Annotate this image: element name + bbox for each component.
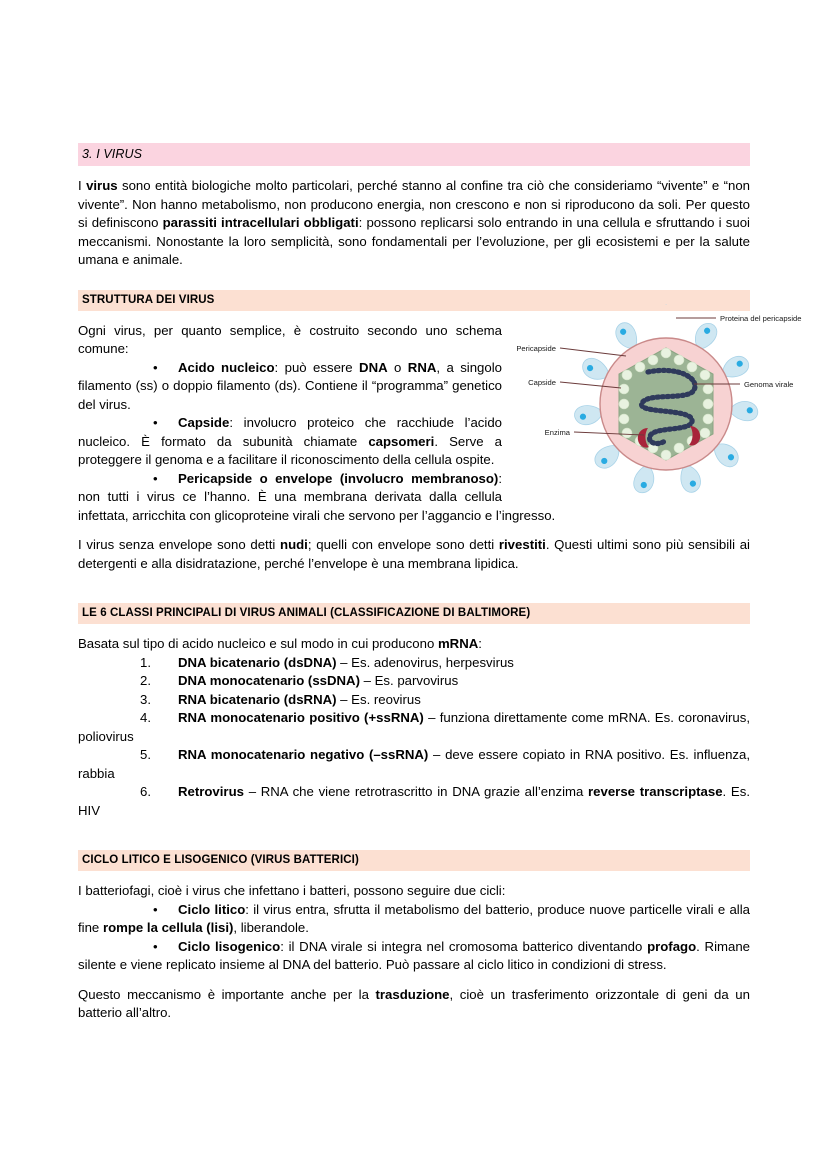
bullet-marker: • [153, 470, 158, 486]
list-number: 4. [140, 710, 151, 725]
trasduzione-pre: Questo meccanismo è importante anche per la [78, 986, 376, 1002]
class-text: – deve essere copiato in RNA positivo. Es. influenza, rabbia [78, 747, 751, 781]
item-bold-capsomeri: capsomeri [368, 433, 435, 449]
item-text: : il DNA virale si integra nel cromosoma batterico diventando [280, 938, 648, 954]
spacer [78, 573, 750, 603]
class-bold: Retrovirus [178, 784, 244, 799]
closing-post: . Questi ultimi sono più sensibili ai detergenti e alla disidratazione, perché l’envelope è una membrana lipidica. [78, 537, 750, 571]
bullet-marker: • [153, 938, 158, 954]
item-text-rest: . Rimane silente e viene replicato insieme al DNA del batterio. Può passare al ciclo litico in condizioni di stress. [78, 938, 750, 972]
section-header-struttura: STRUTTURA DEI VIRUS [78, 290, 750, 311]
item-bold-ciclo-lisogenico: Ciclo lisogenico [178, 938, 281, 954]
item-bold-ciclo-litico: Ciclo litico [178, 901, 246, 917]
baltimore-intro-bold-mrna: mRNA [437, 636, 479, 651]
class-text: – Es. adenovirus, herpesvirus [336, 654, 514, 670]
trasduzione-bold: trasduzione [375, 986, 450, 1002]
paragraph-batteriofagi-intro: I batteriofagi, cioè i virus che infettano i batteri, possono seguire due cicli: [78, 883, 506, 898]
item-bold-rompe-cellula: rompe la cellula (lisi) [102, 920, 234, 935]
baltimore-intro-post: : [478, 636, 482, 651]
label-proteina-pericapside: Proteina del pericapside [720, 313, 802, 323]
virus-structure-diagram [508, 304, 824, 504]
list-number: 2. [140, 673, 151, 688]
spacer [78, 166, 750, 177]
list-item-class-2 [78, 672, 750, 691]
class-bold: RNA monocatenario positivo (+ssRNA) [178, 710, 424, 725]
document-content [78, 143, 802, 1023]
intro-text-pre: I [78, 178, 87, 193]
item-text-rest: , a singolo filamento (ss) o doppio filamento (ds). Contiene il “programma” genetico del virus. [78, 359, 502, 412]
class-text: – funziona direttamente come mRNA. Es. coronavirus, poliovirus [78, 710, 750, 744]
spacer [78, 975, 750, 986]
item-bold-profago: profago [647, 938, 697, 954]
item-text: : il virus entra, sfrutta il metabolismo del batterio, produce nuove particelle virali e alla fine [78, 901, 751, 935]
class-text: – Es. reovirus [336, 691, 421, 707]
spacer [78, 270, 750, 290]
intro-bold-parassiti: parassiti intracellulari obbligati [162, 215, 359, 230]
closing-bold-nudi: nudi [280, 537, 308, 552]
list-number: 5. [140, 747, 151, 762]
class-bold: DNA bicatenario (dsDNA) [178, 654, 337, 670]
paragraph-nudi-rivestiti [78, 536, 750, 573]
list-item-class-4 [78, 709, 750, 746]
closing-pre: I virus senza envelope sono detti [78, 537, 281, 552]
virus-diagram-container [508, 304, 824, 504]
list-item-ciclo-litico [78, 901, 750, 938]
list-item-class-3 [78, 691, 750, 710]
spacer [78, 871, 750, 882]
item-bold-dna: DNA [359, 359, 388, 375]
closing-mid: ; quelli con envelope sono detti [307, 537, 499, 552]
section-header-virus: 3. I VIRUS [78, 143, 750, 166]
list-item-class-6 [78, 783, 750, 820]
item-text-rest: , liberandole. [233, 920, 309, 935]
class-text-pre: – RNA che viene retrotrascritto in DNA grazie all’enzima [243, 784, 589, 799]
spacer [78, 820, 750, 850]
paragraph-intro [78, 177, 750, 270]
paragraph-struttura-intro: Ogni virus, per quanto semplice, è costruito secondo uno schema comune: [78, 322, 502, 356]
paragraph-trasduzione [78, 986, 750, 1023]
trasduzione-post: , cioè un trasferimento orizzontale di geni da un batterio all’altro. [78, 986, 750, 1020]
bullet-marker: • [153, 415, 158, 430]
section-header-ciclo: CICLO LITICO E LISOGENICO (VIRUS BATTERICI) [78, 850, 750, 871]
item-text-rest: : non tutti i virus ce l’hanno. È una membrana derivata dalla cellula infettata, arricchita con glicoproteine virali che servono per l’aggancio e l’ingresso. [78, 470, 556, 523]
label-genoma-virale: Genoma virale [744, 379, 794, 389]
list-number: 3. [140, 691, 151, 707]
list-item-class-5 [78, 746, 750, 783]
item-text: : può essere [274, 359, 360, 375]
list-item-ciclo-lisogenico [78, 938, 750, 975]
item-bold-rna: RNA [407, 359, 437, 375]
item-bold-acido-nucleico: Acido nucleico [178, 359, 275, 375]
label-enzima: Enzima [544, 427, 570, 437]
class-text: . Es. HIV [78, 784, 750, 818]
item-text-mid: o [387, 359, 408, 375]
intro-text-mid2: : possono replicarsi solo entrando in una cellula e sfruttando i suoi meccanismi. Nonostante la loro semplicità, sono fondamentali per l’evoluzione, per gli ecosistemi e per la salute umana e animale. [78, 215, 750, 267]
intro-text-mid1: sono entità biologiche molto particolari, perché stanno al confine tra ciò che consideriamo “vivente” e “non vivente”. Non hanno metabolismo, non producono energia, non crescono e non si riproducono da soli. Per questo si definiscono [78, 178, 751, 230]
leader-pericapside [560, 348, 626, 356]
spacer [78, 624, 750, 635]
list-item-class-1 [78, 654, 750, 673]
section-header-baltimore: LE 6 CLASSI PRINCIPALI DI VIRUS ANIMALI (CLASSIFICAZIONE DI BALTIMORE) [78, 603, 750, 624]
item-text: : involucro proteico che racchiude l’acido nucleico. È formato da subunità chiamate [78, 415, 502, 449]
item-text-rest: . Serve a proteggere il genoma e a facilitare il riconoscimento della cellula ospite. [78, 433, 503, 467]
paragraph-baltimore-intro [78, 635, 750, 654]
label-pericapside: Pericapside [516, 343, 556, 353]
spacer [78, 525, 750, 536]
item-bold-capside: Capside [178, 415, 230, 430]
bullet-marker: • [153, 359, 158, 375]
item-bold-pericapside: Pericapside o envelope (involucro membranoso) [178, 470, 499, 486]
class-bold: RNA bicatenario (dsRNA) [178, 691, 337, 707]
class-text: – Es. parvovirus [359, 673, 459, 688]
list-number: 6. [140, 784, 151, 799]
closing-bold-rivestiti: rivestiti [498, 537, 546, 552]
list-number: 1. [140, 654, 151, 670]
class-bold: RNA monocatenario negativo (–ssRNA) [178, 747, 429, 762]
label-capside: Capside [528, 377, 556, 387]
class-bold: DNA monocatenario (ssDNA) [178, 673, 360, 688]
intro-bold-virus: virus [86, 178, 118, 193]
baltimore-intro-pre: Basata sul tipo di acido nucleico e sul modo in cui producono [78, 636, 438, 651]
class-bold-reverse-transcriptase: reverse transcriptase [588, 784, 723, 799]
bullet-marker: • [153, 901, 158, 917]
